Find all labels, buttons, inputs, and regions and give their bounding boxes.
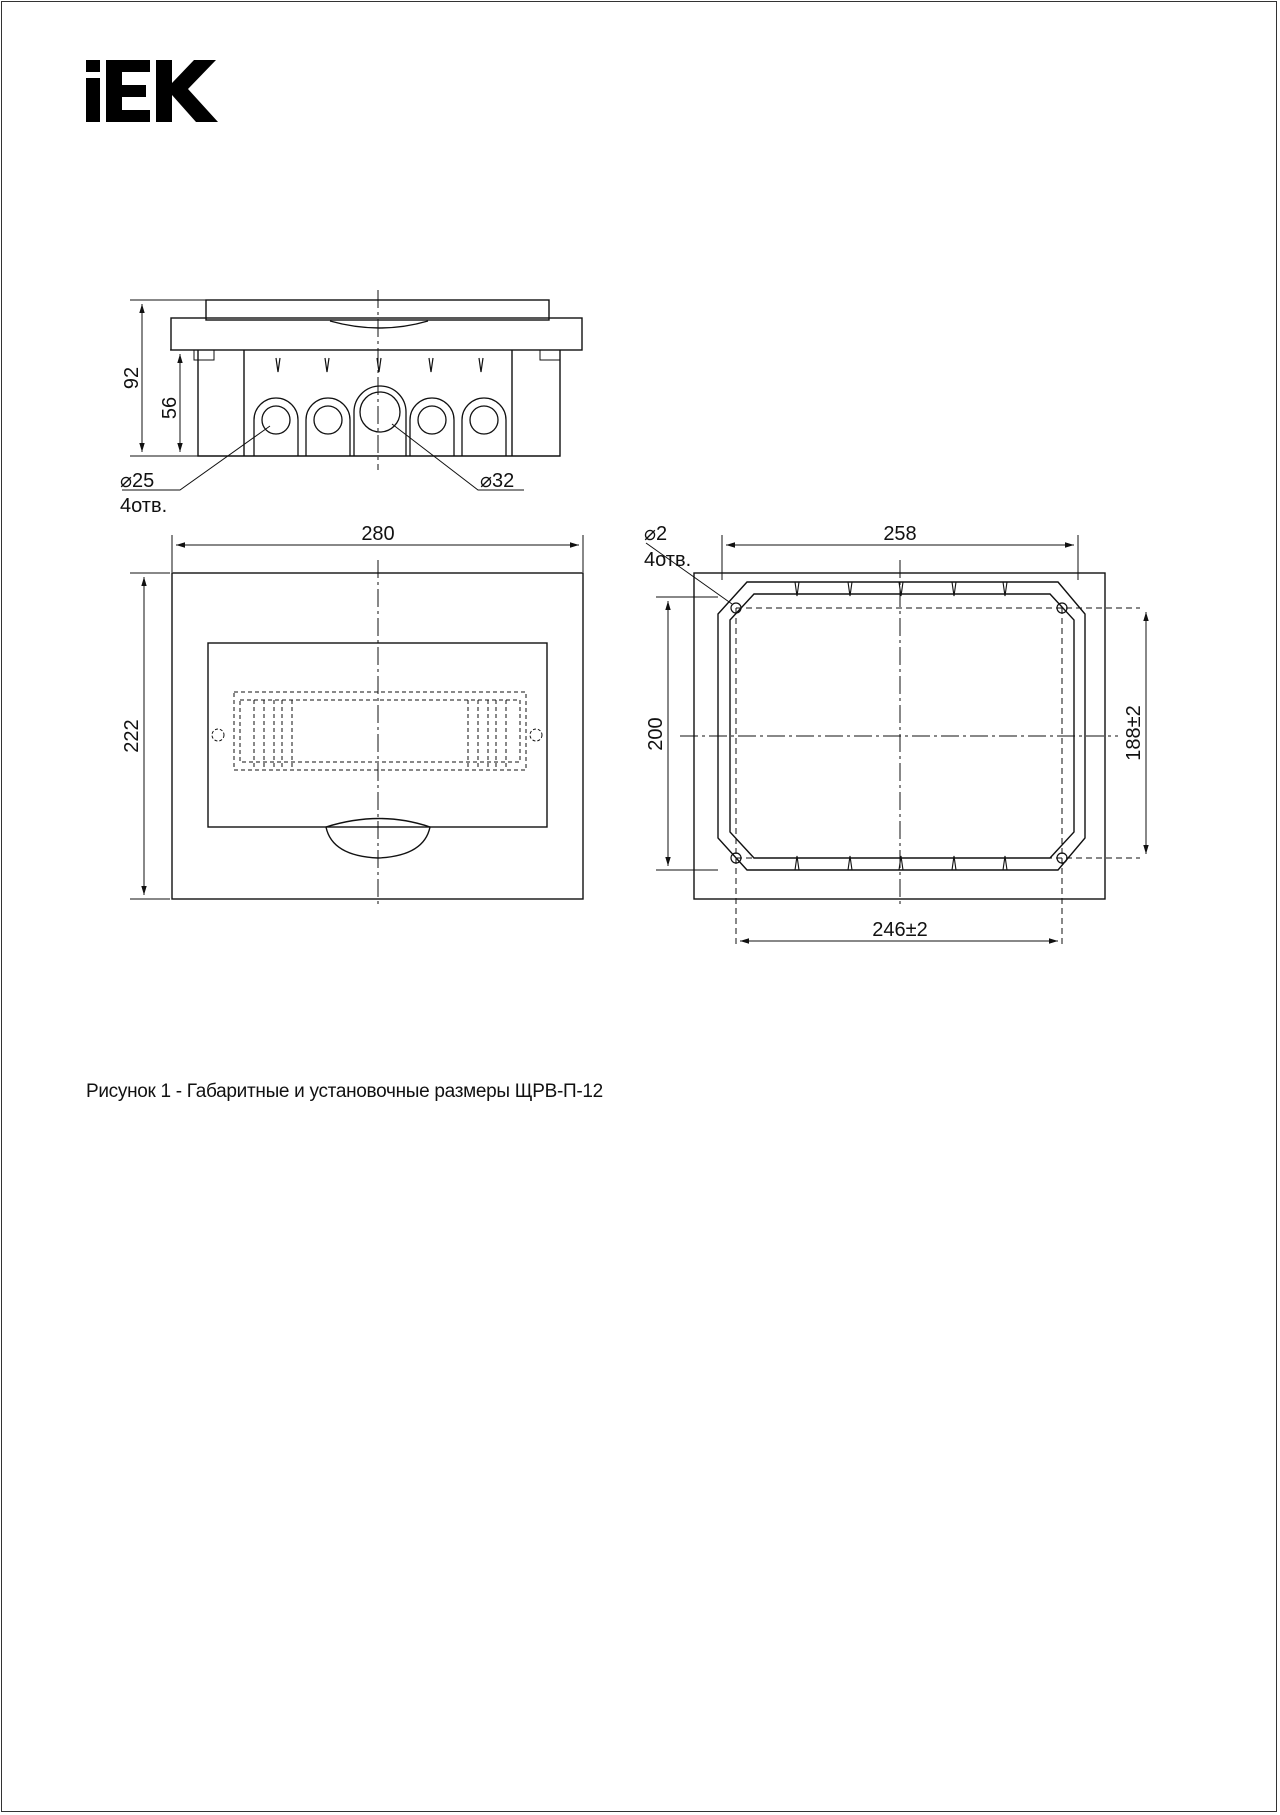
hole-small-count: 4отв. (120, 495, 168, 517)
dim-height-total: 92 (121, 366, 143, 390)
front-view (130, 535, 583, 905)
rear-view (646, 535, 1146, 948)
figure-caption: Рисунок 1 - Габаритные и установочные размеры ЩРВ-П-12 (86, 1081, 603, 1102)
dim-height-body: 56 (159, 396, 181, 420)
front-width-dim: 280 (361, 523, 395, 545)
mount-hole-diameter: ⌀2 (644, 523, 668, 545)
side-view (122, 290, 582, 490)
hole-large-diameter: ⌀32 (480, 470, 515, 492)
rear-width-dim: 258 (883, 523, 917, 545)
mount-spacing-height: 188±2 (1123, 705, 1145, 761)
rear-height-dim: 200 (645, 717, 667, 751)
front-height-dim: 222 (121, 719, 143, 753)
mount-hole-count: 4отв. (644, 549, 692, 571)
cable-entry-holes (254, 386, 506, 456)
mount-spacing-width: 246±2 (872, 919, 928, 941)
hole-small-diameter: ⌀25 (120, 470, 155, 492)
mounting-holes (731, 603, 1067, 863)
